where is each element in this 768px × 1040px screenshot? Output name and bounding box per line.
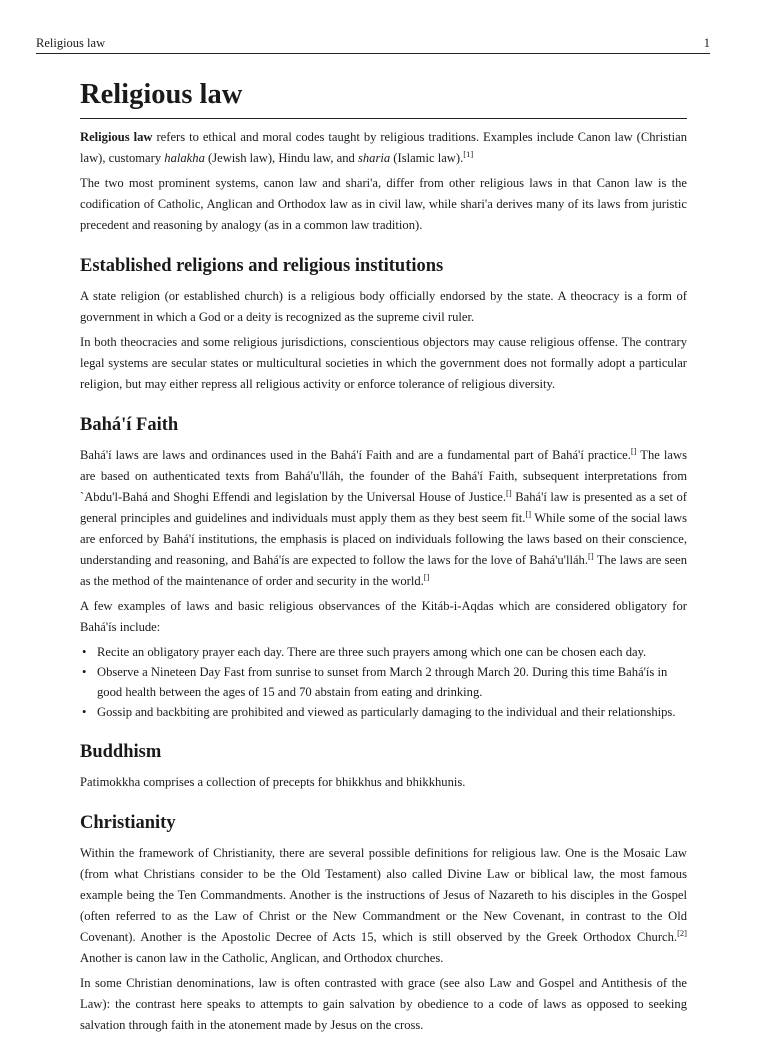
citation-ref[interactable]: [1] bbox=[463, 149, 474, 159]
intro-text: (Jewish law), Hindu law, and bbox=[204, 151, 358, 165]
theocracies-paragraph: In both theocracies and some religious jurisdictions, conscientious objectors may cause religious offense. The contrary legal systems are secular states or multicultural societies in which the government does not formally adopt a particular religion, but may either repress all religious activity or enforce tolerance of religious diversity. bbox=[80, 335, 687, 391]
intro-text: (Islamic law). bbox=[390, 151, 464, 165]
list-item: • Gossip and backbiting are prohibited and viewed as particularly damaging to the individual and their relationships. bbox=[80, 702, 687, 722]
aqdas-paragraph: A few examples of laws and basic religious observances of the Kitáb-i-Aqdas which are considered obligatory for Bahá'ís include: bbox=[80, 599, 687, 634]
section-heading-established: Established religions and religious institutions bbox=[80, 256, 444, 276]
citation-ref[interactable]: [] bbox=[630, 446, 637, 456]
sharia-term: sharia bbox=[357, 151, 391, 165]
intro-term: Religious law bbox=[80, 130, 153, 144]
intro-paragraph bbox=[80, 127, 687, 169]
bahai-laws-paragraph bbox=[80, 445, 687, 592]
bahai-text: Bahá'í law is presented as a set of general principles and guidelines and individuals must apply them as they best seem fit. bbox=[80, 490, 687, 525]
citation-ref[interactable]: [] bbox=[587, 551, 594, 561]
bahai-text: The laws are seen as the method of the maintenance of order and security in the world. bbox=[80, 553, 688, 588]
halakha-term: halakha bbox=[164, 151, 205, 165]
section-heading-bahai: Bahá'í Faith bbox=[80, 415, 179, 435]
christianity-definitions-paragraph bbox=[80, 843, 687, 969]
article-body bbox=[80, 76, 687, 1040]
christianity-text: Within the framework of Christianity, there are several possible definitions for religious law. One is the Mosaic Law (from what Christians consider to be the Old Testament) also called Divine Law or biblical law, the most famous example being the Ten Commandments. Another is the instructions of Jesus of Nazareth to his disciples in the Gospel (often referred to as the Law of Christ or the New Commandment or the New Covenant, in contrast to the Old Covenant). Another is the Apostolic Decree of Acts 15, which is still observed by the Greek Orthodox Church. bbox=[80, 846, 687, 944]
bahai-text: Bahá'í laws are laws and ordinances used in the Bahá'í Faith and are a fundamental part of Bahá'í practice. bbox=[80, 448, 631, 462]
citation-ref[interactable]: [] bbox=[423, 572, 430, 582]
systems-paragraph: The two most prominent systems, canon law and shari'a, differ from other religious laws in that Canon law is the codification of Catholic, Anglican and Orthodox law as in civil law, while shari'a derives many of its laws from juristic precedent and reasoning by analogy (as in a common law tradition). bbox=[80, 176, 687, 232]
citation-ref[interactable]: [] bbox=[506, 488, 512, 498]
bahai-text: While some of the social laws are enforced by Bahá'í institutions, the emphasis is placed on individuals following the laws based on their conscience, understanding and reasoning, and Bahá'ís are expected to follow the laws for the love of Bahá'u'lláh. bbox=[80, 511, 687, 567]
page-number: 1 bbox=[703, 36, 710, 50]
law-and-grace-paragraph: In some Christian denominations, law is often contrasted with grace (see also Law and Gospel and Antithesis of the Law): the contrast here speaks to attempts to gain salvation by obedience to a code of laws as opposed to seeking salvation through faith in the atonement made by Jesus on the cross. bbox=[80, 976, 687, 1032]
section-heading-buddhism: Buddhism bbox=[80, 742, 162, 762]
citation-ref[interactable]: [2] bbox=[677, 928, 687, 938]
buddhism-paragraph: Patimokkha comprises a collection of precepts for bhikkhus and bhikkhunis. bbox=[80, 775, 466, 789]
running-header bbox=[36, 36, 710, 54]
bahai-text: The laws are based on authenticated texts from Bahá'u'lláh, the founder of the Bahá'í Faith, subsequent interpretations from `Abdu'l-Bahá and Shoghi Effendi and legislation by the Universal House of Justice. bbox=[80, 448, 687, 504]
section-heading-christianity: Christianity bbox=[80, 813, 176, 833]
list-item: • Observe a Nineteen Day Fast from sunrise to sunset from March 2 through March 20. During this time Bahá'ís in good health between the ages of 15 and 70 abstain from eating and drinking. bbox=[80, 662, 687, 702]
christianity-text: Another is canon law in the Catholic, Anglican, and Orthodox churches. bbox=[80, 951, 444, 965]
running-head-title: Religious law bbox=[36, 36, 106, 50]
intro-text: refers to ethical and moral codes taught by religious traditions. Examples include Canon law (Christian law), customary bbox=[80, 130, 687, 165]
article-title: Religious law bbox=[80, 76, 687, 119]
obligations-list bbox=[80, 642, 687, 722]
citation-ref[interactable]: [] bbox=[525, 509, 532, 519]
state-religion-paragraph: A state religion (or established church) is a religious body officially endorsed by the state. A theocracy is a form of government in which a God or a deity is recognized as the supreme civil ruler. bbox=[80, 289, 687, 324]
list-item: • Recite an obligatory prayer each day. There are three such prayers among which one can be chosen each day. bbox=[80, 642, 687, 662]
